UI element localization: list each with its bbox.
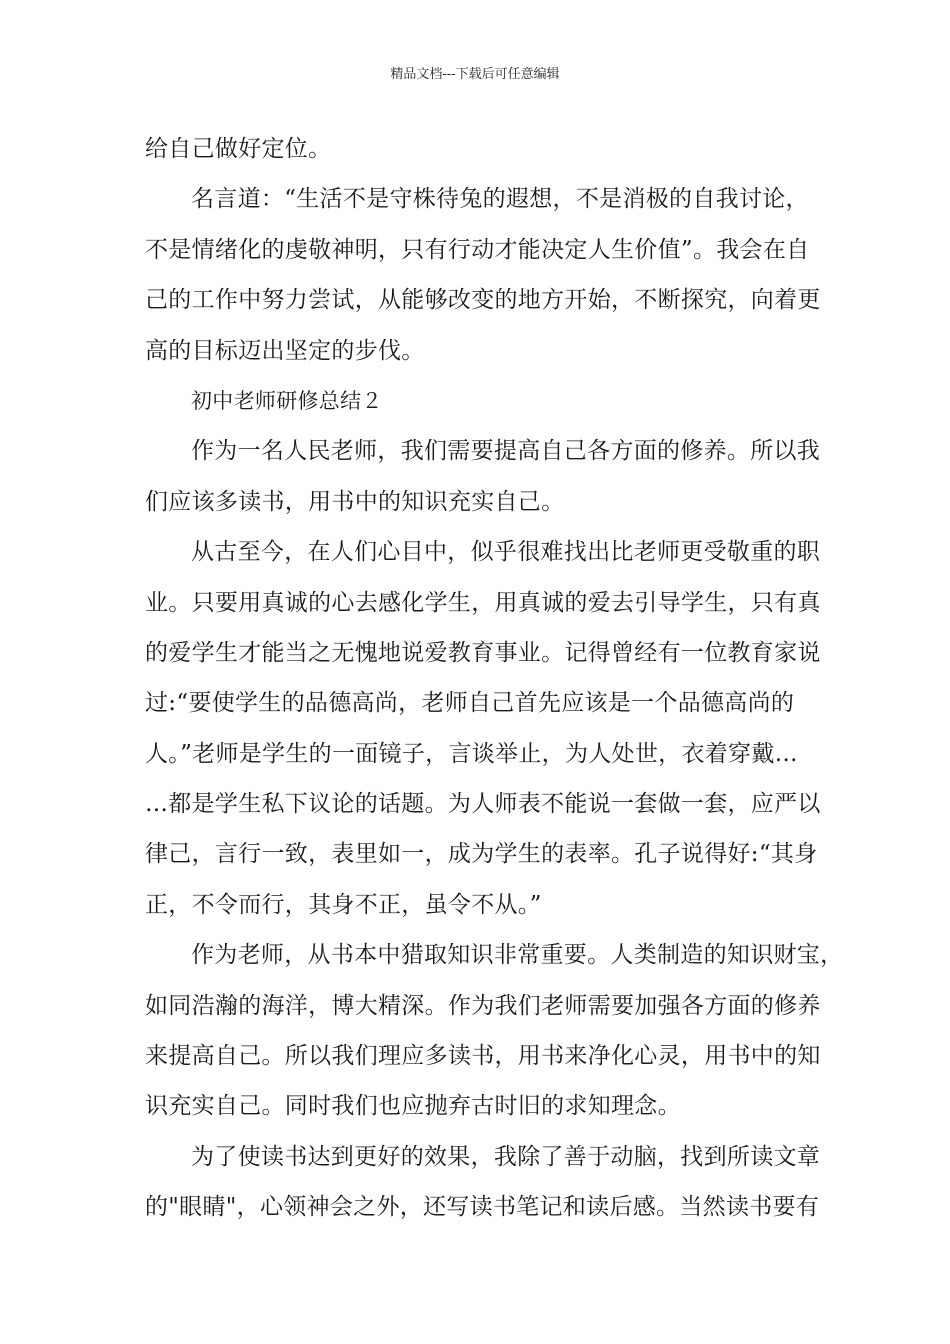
document-body	[145, 124, 844, 1233]
text-line: 名言道：“生活不是守株待兔的遐想，不是消极的自我讨论，	[191, 186, 809, 213]
text-line: 从古至今，在人们心目中，似乎很难找出比老师更受敬重的职	[191, 539, 821, 566]
text-line: 如同浩瀚的海洋，博大精深。作为我们老师需要加强各方面的修养	[145, 992, 821, 1019]
text-line: …都是学生私下议论的话题。为人师表不能说一套做一套，应严以	[145, 791, 821, 818]
text-line: 识充实自己。同时我们也应抛弃古时旧的求知理念。	[145, 1093, 681, 1120]
page-header: 精品文档---下载后可任意编辑	[390, 67, 560, 82]
text-line: 为了使读书达到更好的效果，我除了善于动脑，找到所读文章	[191, 1143, 821, 1170]
text-line: 作为老师，从书本中猎取知识非常重要。人类制造的知识财宝，	[191, 942, 844, 969]
text-line: 作为一名人民老师，我们需要提高自己各方面的修养。所以我	[191, 438, 821, 465]
text-line: 人。”老师是学生的一面镜子，言谈举止，为人处世，衣着穿戴…	[145, 740, 798, 767]
text-line: 过:“要使学生的品德高尚，老师自己首先应该是一个品德高尚的	[145, 690, 795, 717]
text-line: 的爱学生才能当之无愧地说爱教育事业。记得曾经有一位教育家说	[145, 639, 821, 666]
text-line: 律己，言行一致，表里如一，成为学生的表率。孔子说得好:“其身	[145, 841, 818, 868]
text-line: 们应该多读书，用书中的知识充实自己。	[145, 488, 565, 515]
text-line: 给自己做好定位。	[145, 136, 332, 162]
text-line: 不是情绪化的虔敬神明，只有行动才能决定人生价值”。我会在自	[145, 236, 810, 263]
text-line: 业。只要用真诚的心去感化学生，用真诚的爱去引导学生，只有真	[145, 589, 821, 616]
section-heading: 初中老师研修总结２	[191, 388, 383, 413]
text-line: 正，不令而行，其身不正，虽令不从。”	[145, 891, 542, 918]
text-line: 高的目标迈出坚定的步伐。	[145, 337, 425, 364]
text-line: 的"眼睛"，心领神会之外，还写读书笔记和读后感。当然读书要有	[145, 1194, 820, 1221]
text-line: 来提高自己。所以我们理应多读书，用书来净化心灵，用书中的知	[145, 1043, 821, 1070]
text-line: 己的工作中努力尝试，从能够改变的地方开始，不断探究，向着更	[145, 287, 821, 314]
